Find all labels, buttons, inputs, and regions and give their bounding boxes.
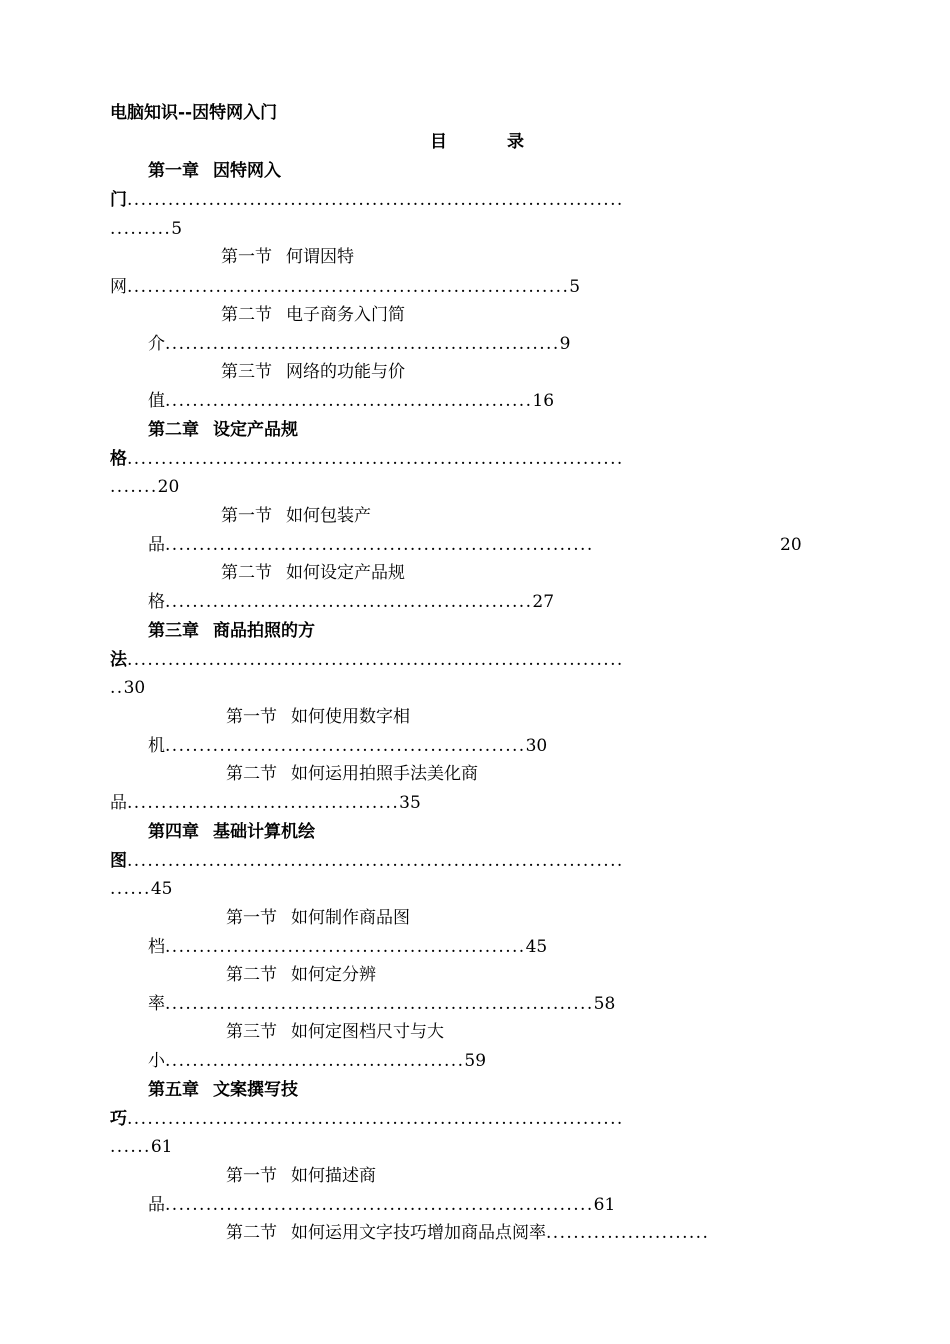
document-title: 电脑知识--因特网入门: [110, 103, 278, 123]
toc-section-heading[interactable]: [226, 1021, 444, 1043]
section-number: 第二节: [221, 305, 272, 325]
section-title-tail: 值: [148, 391, 165, 411]
section-number: 第三节: [226, 1022, 277, 1042]
section-title: 如何运用文字技巧增加商品点阅率: [291, 1223, 546, 1243]
dot-leader: .........................................................................: [127, 190, 624, 210]
toc-section-heading[interactable]: [221, 246, 354, 268]
section-number: 第三节: [221, 362, 272, 382]
page-number: 27: [532, 592, 555, 612]
toc-heading-left: 目: [430, 132, 447, 152]
dot-leader: .................................................................: [127, 277, 570, 297]
page-number: 58: [593, 994, 616, 1014]
page-number: 45: [150, 879, 173, 899]
toc-leader-line: [148, 333, 570, 355]
page-number: 61: [593, 1195, 616, 1215]
section-number: 第一节: [226, 707, 277, 727]
dot-leader: ...............................................................: [165, 1195, 594, 1215]
section-number: 第一节: [226, 908, 277, 928]
toc-heading: [430, 131, 524, 153]
chapter-number: 第五章: [148, 1080, 199, 1100]
dot-leader: ...............................................................: [165, 994, 594, 1014]
toc-leader-line: [110, 276, 580, 298]
section-number: 第一节: [226, 1166, 277, 1186]
dot-leader: ........................: [546, 1223, 710, 1243]
page-number: 45: [525, 937, 548, 957]
page-number: 30: [123, 678, 146, 698]
page-number: 35: [399, 793, 421, 813]
chapter-title-tail: 格: [110, 449, 127, 469]
dot-leader: .....................................................: [165, 937, 526, 957]
section-title: 如何定图档尺寸与大: [291, 1022, 444, 1042]
toc-section-heading[interactable]: [226, 706, 410, 728]
page-number: 30: [525, 736, 548, 756]
page-number: 20: [780, 535, 802, 555]
toc-chapter-heading[interactable]: [148, 419, 298, 441]
toc-leader-line: [148, 1050, 486, 1072]
dot-leader: ......................................................: [165, 391, 533, 411]
dot-leader: .........: [110, 219, 172, 239]
toc-leader-line: [148, 591, 554, 613]
toc-section-heading[interactable]: [226, 907, 410, 929]
section-number: 第二节: [221, 563, 272, 583]
section-title: 电子商务入门简: [286, 305, 405, 325]
chapter-number: 第三章: [148, 621, 199, 641]
chapter-title: 因特网入: [213, 161, 281, 181]
section-title-tail: 机: [148, 736, 165, 756]
section-title: 如何描述商: [291, 1166, 376, 1186]
chapter-title-tail: 巧: [110, 1109, 127, 1129]
chapter-title: 商品拍照的方: [213, 621, 315, 641]
page-number: 16: [532, 391, 555, 411]
toc-section-heading[interactable]: [226, 1222, 709, 1244]
toc-leader-line: [110, 1108, 624, 1130]
dot-leader: .........................................................................: [127, 1109, 624, 1129]
toc-section-heading[interactable]: [221, 304, 405, 326]
section-title: 如何使用数字相: [291, 707, 410, 727]
section-number: 第一节: [221, 247, 272, 267]
section-title-tail: 网: [110, 277, 127, 297]
page-number: 5: [171, 219, 183, 239]
section-title-tail: 品: [110, 793, 127, 813]
toc-leader-line: [110, 448, 624, 470]
toc-page-line: [110, 476, 179, 498]
page-number: 59: [464, 1051, 487, 1071]
section-title: 如何运用拍照手法美化商: [291, 764, 478, 784]
toc-leader-line: [110, 189, 624, 211]
section-number: 第二节: [226, 965, 277, 985]
toc-section-heading[interactable]: [221, 505, 371, 527]
dot-leader: ...............................................................: [165, 535, 594, 555]
dot-leader: ......................................................: [165, 592, 533, 612]
dot-leader: .....................................................: [165, 736, 526, 756]
dot-leader: ........................................: [127, 793, 400, 813]
page-number: 5: [569, 277, 581, 297]
toc-leader-line: [148, 390, 554, 412]
dot-leader: ............................................: [165, 1051, 465, 1071]
page-number: 9: [559, 334, 571, 354]
chapter-title: 设定产品规: [213, 420, 298, 440]
chapter-number: 第四章: [148, 822, 199, 842]
toc-leader-line: [148, 936, 547, 958]
chapter-title-tail: 图: [110, 851, 127, 871]
chapter-title: 文案撰写技: [213, 1080, 298, 1100]
dot-leader: .........................................................................: [127, 851, 624, 871]
section-title-tail: 品: [148, 1195, 165, 1215]
toc-leader-line: [148, 534, 594, 556]
toc-section-heading[interactable]: [226, 964, 376, 986]
dot-leader: ..........................................................: [165, 334, 560, 354]
page-number: 20: [157, 477, 180, 497]
section-title-tail: 介: [148, 334, 165, 354]
section-title-tail: 率: [148, 994, 165, 1014]
section-title-tail: 格: [148, 592, 165, 612]
toc-page-line: [110, 218, 182, 240]
toc-leader-line: [148, 735, 547, 757]
toc-chapter-heading[interactable]: [148, 821, 315, 843]
dot-leader: .......: [110, 477, 158, 497]
toc-leader-line: [148, 993, 615, 1015]
dot-leader: ..: [110, 678, 124, 698]
toc-leader-line: [110, 792, 421, 814]
toc-section-heading[interactable]: [226, 1165, 376, 1187]
section-number: 第二节: [226, 1223, 277, 1243]
chapter-number: 第二章: [148, 420, 199, 440]
section-title-tail: 品: [148, 535, 165, 555]
chapter-title-tail: 法: [110, 650, 127, 670]
section-title-tail: 小: [148, 1051, 165, 1071]
chapter-number: 第一章: [148, 161, 199, 181]
toc-chapter-heading[interactable]: [148, 160, 281, 182]
section-title-tail: 档: [148, 937, 165, 957]
section-number: 第一节: [221, 506, 272, 526]
dot-leader: ......: [110, 1137, 151, 1157]
section-title: 如何包装产: [286, 506, 371, 526]
section-title: 如何设定产品规: [286, 563, 405, 583]
chapter-title: 基础计算机绘: [213, 822, 315, 842]
section-title: 何谓因特: [286, 247, 354, 267]
chapter-title-tail: 门: [110, 190, 127, 210]
toc-chapter-heading[interactable]: [148, 620, 315, 642]
section-title: 网络的功能与价: [286, 362, 405, 382]
toc-leader-line: [148, 1194, 615, 1216]
toc-page-line: [110, 878, 172, 900]
toc-chapter-heading[interactable]: [148, 1079, 298, 1101]
toc-section-heading[interactable]: [221, 562, 405, 584]
toc-section-heading[interactable]: [226, 763, 478, 785]
section-title: 如何制作商品图: [291, 908, 410, 928]
toc-leader-line: [110, 850, 624, 872]
section-number: 第二节: [226, 764, 277, 784]
dot-leader: .........................................................................: [127, 650, 624, 670]
toc-section-heading[interactable]: [221, 361, 405, 383]
toc-page-line: [110, 677, 145, 699]
page-number: 61: [150, 1137, 173, 1157]
toc-leader-line: [110, 649, 624, 671]
dot-leader: ......: [110, 879, 151, 899]
dot-leader: .........................................................................: [127, 449, 624, 469]
section-title: 如何定分辨: [291, 965, 376, 985]
toc-page-line: [110, 1136, 172, 1158]
toc-heading-right: 录: [507, 132, 524, 152]
